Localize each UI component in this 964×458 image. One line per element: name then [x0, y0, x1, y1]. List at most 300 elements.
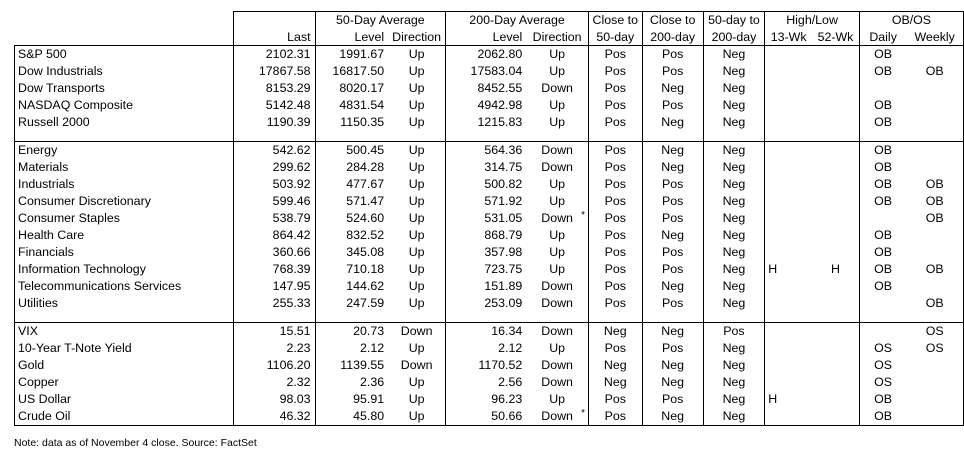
- row-52wk: [812, 159, 859, 176]
- header-ma50-direction: Direction: [388, 29, 446, 46]
- row-ma50-direction: Up: [408, 177, 425, 191]
- row-last: 299.62: [234, 159, 316, 176]
- row-ma200-direction: [526, 159, 588, 176]
- separator-cell: [315, 131, 388, 142]
- row-ma200-direction: [526, 80, 588, 97]
- row-close200: Neg: [642, 374, 703, 391]
- row-13wk: [765, 97, 812, 114]
- row-daily: OB: [859, 278, 906, 295]
- row-ma200-direction-text: Down: [541, 375, 573, 389]
- row-last: 2.32: [234, 374, 316, 391]
- row-daily: OB: [859, 408, 906, 426]
- row-52wk: [812, 97, 859, 114]
- row-weekly: OB: [906, 193, 963, 210]
- row-ma200-level: 2062.80: [446, 46, 527, 64]
- row-daily: OS: [859, 340, 906, 357]
- row-weekly: OB: [906, 295, 963, 312]
- row-ma200-level: 1215.83: [446, 114, 527, 131]
- table-row: [15, 278, 964, 295]
- row-weekly: [906, 391, 963, 408]
- row-ma200-level: 314.75: [446, 159, 527, 176]
- row-13wk: [765, 357, 812, 374]
- row-daily: OB: [859, 391, 906, 408]
- row-close50: Pos: [588, 295, 642, 312]
- row-ma50-direction: Up: [408, 160, 425, 174]
- row-13wk: [765, 63, 812, 80]
- row-cross: Neg: [703, 80, 764, 97]
- table-row: [15, 408, 964, 426]
- row-daily: OB: [859, 142, 906, 160]
- row-cross: Neg: [703, 340, 764, 357]
- row-ma50-level: 144.62: [315, 278, 388, 295]
- row-last: 1106.20: [234, 357, 316, 374]
- row-cross: Neg: [703, 408, 764, 426]
- header-close50-top: Close to: [588, 12, 642, 29]
- row-cross: Neg: [703, 142, 764, 160]
- row-ma200-level: 8452.55: [446, 80, 527, 97]
- row-ma200-direction-text: Down: [541, 409, 573, 423]
- row-last: 17867.58: [234, 63, 316, 80]
- row-last: 503.92: [234, 176, 316, 193]
- row-ma200-direction: [526, 357, 588, 374]
- row-52wk: [812, 46, 859, 64]
- row-cross: Neg: [703, 63, 764, 80]
- row-ma200-level: 564.36: [446, 142, 527, 160]
- row-13wk: [765, 176, 812, 193]
- row-ma50-direction: Up: [408, 262, 425, 276]
- row-cross: Neg: [703, 46, 764, 64]
- asterisk-note-mark: *: [581, 210, 585, 221]
- row-close200: Neg: [642, 357, 703, 374]
- table-row: [15, 114, 964, 131]
- separator-cell: [703, 312, 764, 323]
- row-name: Copper: [15, 374, 234, 391]
- row-52wk: [812, 80, 859, 97]
- row-ma200-direction: [526, 63, 588, 80]
- row-last: 8153.29: [234, 80, 316, 97]
- row-ma200-direction: [526, 210, 588, 227]
- row-ma50-level: 1139.55: [315, 357, 388, 374]
- row-ma200-direction: [526, 391, 588, 408]
- row-ma200-level: 500.82: [446, 176, 527, 193]
- row-ma200-level: 16.34: [446, 323, 527, 341]
- row-close50: Pos: [588, 159, 642, 176]
- separator-cell: [15, 312, 234, 323]
- row-ma50-level: 16817.50: [315, 63, 388, 80]
- row-last: 1190.39: [234, 114, 316, 131]
- row-ma50-level: 8020.17: [315, 80, 388, 97]
- row-close50: Pos: [588, 46, 642, 64]
- header-cross-bottom: 200-day: [703, 29, 764, 46]
- row-13wk: [765, 244, 812, 261]
- row-ma200-direction-text: Up: [549, 245, 566, 259]
- row-13wk: [765, 374, 812, 391]
- row-weekly: [906, 374, 963, 391]
- row-52wk: [812, 374, 859, 391]
- row-close200: Neg: [642, 80, 703, 97]
- row-name: Financials: [15, 244, 234, 261]
- row-ma200-level: 2.56: [446, 374, 527, 391]
- row-cross: Neg: [703, 114, 764, 131]
- row-13wk: H: [765, 261, 812, 278]
- row-ma50-level: 45.80: [315, 408, 388, 426]
- row-ma200-level: 357.98: [446, 244, 527, 261]
- row-ma200-level: 723.75: [446, 261, 527, 278]
- row-weekly: [906, 357, 963, 374]
- row-ma50-direction: Up: [408, 296, 425, 310]
- row-cross: Neg: [703, 210, 764, 227]
- header-weekly: Weekly: [906, 29, 963, 46]
- row-ma50-level: 710.18: [315, 261, 388, 278]
- row-weekly: OS: [906, 323, 963, 341]
- row-daily: OB: [859, 176, 906, 193]
- separator-cell: [859, 131, 906, 142]
- row-13wk: [765, 323, 812, 341]
- row-name: Health Care: [15, 227, 234, 244]
- header-blank-2: [15, 29, 234, 46]
- row-daily: OB: [859, 193, 906, 210]
- row-daily: OB: [859, 63, 906, 80]
- row-ma200-direction-text: Down: [541, 211, 573, 225]
- row-cross: Neg: [703, 278, 764, 295]
- row-name: Russell 2000: [15, 114, 234, 131]
- row-ma200-direction: [526, 114, 588, 131]
- row-weekly: OB: [906, 63, 963, 80]
- header-obos-group: OB/OS: [859, 12, 963, 29]
- row-ma200-level: 151.89: [446, 278, 527, 295]
- row-52wk: [812, 278, 859, 295]
- row-ma200-level: 531.05: [446, 210, 527, 227]
- row-52wk: [812, 227, 859, 244]
- header-ma200-direction: Direction: [526, 29, 588, 46]
- row-daily: OB: [859, 261, 906, 278]
- row-close50: Pos: [588, 227, 642, 244]
- separator-cell: [526, 131, 588, 142]
- row-daily: OB: [859, 46, 906, 64]
- row-last: 2102.31: [234, 46, 316, 64]
- row-weekly: OS: [906, 340, 963, 357]
- technical-indicators-table: [14, 11, 964, 426]
- table-row: [15, 323, 964, 341]
- row-ma50-level: 500.45: [315, 142, 388, 160]
- row-close50: Pos: [588, 114, 642, 131]
- row-ma200-direction: [526, 46, 588, 64]
- row-ma200-direction-text: Up: [549, 194, 566, 208]
- header-cross-top: 50-day to: [703, 12, 764, 29]
- row-ma50-level: 4831.54: [315, 97, 388, 114]
- header-ma200-group: 200-Day Average: [446, 12, 589, 29]
- row-ma50-direction: Up: [408, 47, 425, 61]
- row-close200: Pos: [642, 97, 703, 114]
- row-name: Consumer Staples: [15, 210, 234, 227]
- table-row: [15, 391, 964, 408]
- separator-cell: [526, 312, 588, 323]
- row-ma200-direction: [526, 97, 588, 114]
- separator-cell: [315, 312, 388, 323]
- row-last: 2.23: [234, 340, 316, 357]
- row-name: Dow Industrials: [15, 63, 234, 80]
- row-close200: Pos: [642, 176, 703, 193]
- header-blank: [15, 12, 234, 29]
- row-13wk: [765, 278, 812, 295]
- header-blank-last: [234, 12, 316, 29]
- header-close200-bottom: 200-day: [642, 29, 703, 46]
- table-row: [15, 159, 964, 176]
- row-close50: Neg: [588, 323, 642, 341]
- row-close200: Neg: [642, 408, 703, 426]
- row-last: 255.33: [234, 295, 316, 312]
- row-cross: Neg: [703, 97, 764, 114]
- separator-cell: [388, 131, 446, 142]
- row-weekly: [906, 97, 963, 114]
- row-ma200-direction-text: Down: [541, 324, 573, 338]
- row-ma200-direction-text: Up: [549, 47, 566, 61]
- header-ma50-level: Level: [315, 29, 388, 46]
- row-weekly: [906, 46, 963, 64]
- row-cross: Neg: [703, 193, 764, 210]
- row-ma50-direction: Up: [408, 115, 425, 129]
- header-last: Last: [234, 29, 316, 46]
- separator-cell: [388, 312, 446, 323]
- row-ma50-direction: Up: [408, 143, 425, 157]
- row-cross: Neg: [703, 244, 764, 261]
- separator-cell: [588, 131, 642, 142]
- table-row: [15, 357, 964, 374]
- row-name: VIX: [15, 323, 234, 341]
- header-close50-bottom: 50-day: [588, 29, 642, 46]
- row-52wk: [812, 193, 859, 210]
- table-row: [15, 97, 964, 114]
- row-cross: Neg: [703, 261, 764, 278]
- table-row: [15, 295, 964, 312]
- row-daily: OB: [859, 114, 906, 131]
- row-weekly: [906, 80, 963, 97]
- row-13wk: [765, 80, 812, 97]
- row-close50: Pos: [588, 97, 642, 114]
- row-close50: Pos: [588, 176, 642, 193]
- row-close50: Pos: [588, 391, 642, 408]
- row-ma50-direction: Up: [408, 341, 425, 355]
- row-ma200-direction-text: Up: [549, 64, 566, 78]
- row-ma50-direction: Up: [408, 392, 425, 406]
- row-ma200-direction-text: Down: [541, 160, 573, 174]
- header-close200-top: Close to: [642, 12, 703, 29]
- row-name: Consumer Discretionary: [15, 193, 234, 210]
- row-52wk: [812, 176, 859, 193]
- separator-cell: [234, 131, 316, 142]
- row-ma200-direction-text: Down: [541, 358, 573, 372]
- row-ma200-direction-text: Down: [541, 296, 573, 310]
- table-row: [15, 46, 964, 64]
- row-close50: Pos: [588, 408, 642, 426]
- separator-cell: [812, 131, 859, 142]
- row-ma200-direction-text: Down: [541, 279, 573, 293]
- row-ma200-direction: [526, 176, 588, 193]
- row-close50: Pos: [588, 80, 642, 97]
- row-13wk: [765, 114, 812, 131]
- row-ma200-level: 571.92: [446, 193, 527, 210]
- row-cross: Pos: [703, 323, 764, 341]
- table-row: [15, 210, 964, 227]
- row-13wk: [765, 159, 812, 176]
- row-daily: OB: [859, 97, 906, 114]
- row-ma200-level: 50.66: [446, 408, 527, 426]
- row-52wk: [812, 340, 859, 357]
- row-cross: Neg: [703, 374, 764, 391]
- header-ma50-group: 50-Day Average: [315, 12, 446, 29]
- row-ma50-direction: Up: [408, 211, 425, 225]
- table-row: [15, 63, 964, 80]
- row-daily: OS: [859, 357, 906, 374]
- row-ma50-direction: Down: [400, 358, 433, 372]
- row-ma50-level: 2.12: [315, 340, 388, 357]
- separator-cell: [765, 131, 812, 142]
- row-name: Utilities: [15, 295, 234, 312]
- row-ma200-direction-text: Down: [541, 81, 573, 95]
- row-daily: [859, 295, 906, 312]
- row-13wk: [765, 46, 812, 64]
- row-cross: Neg: [703, 357, 764, 374]
- row-name: Information Technology: [15, 261, 234, 278]
- row-ma50-direction: Up: [408, 245, 425, 259]
- row-ma50-level: 95.91: [315, 391, 388, 408]
- row-name: NASDAQ Composite: [15, 97, 234, 114]
- row-close200: Neg: [642, 323, 703, 341]
- row-ma200-direction: [526, 278, 588, 295]
- row-52wk: [812, 408, 859, 426]
- row-ma50-direction: Up: [408, 64, 425, 78]
- row-name: Crude Oil: [15, 408, 234, 426]
- separator-cell: [906, 312, 963, 323]
- row-ma200-level: 253.09: [446, 295, 527, 312]
- row-cross: Neg: [703, 227, 764, 244]
- row-ma50-level: 20.73: [315, 323, 388, 341]
- row-close200: Pos: [642, 295, 703, 312]
- row-close50: Pos: [588, 244, 642, 261]
- row-ma50-level: 571.47: [315, 193, 388, 210]
- row-close200: Pos: [642, 244, 703, 261]
- table-row: [15, 261, 964, 278]
- row-ma50-direction: Up: [408, 81, 425, 95]
- table-row: [15, 142, 964, 160]
- row-ma50-direction: Up: [388, 408, 446, 426]
- row-13wk: [765, 340, 812, 357]
- footnote: Note: data as of November 4 close. Source: FactSet: [14, 437, 257, 449]
- row-13wk: [765, 193, 812, 210]
- row-daily: OB: [859, 244, 906, 261]
- row-ma200-level: 868.79: [446, 227, 527, 244]
- row-52wk: [812, 63, 859, 80]
- row-ma50-level: 1150.35: [315, 114, 388, 131]
- row-52wk: [812, 357, 859, 374]
- row-daily: [859, 210, 906, 227]
- separator-cell: [812, 312, 859, 323]
- row-weekly: [906, 278, 963, 295]
- row-close50: Neg: [588, 357, 642, 374]
- row-weekly: [906, 227, 963, 244]
- row-ma50-level: 1991.67: [315, 46, 388, 64]
- row-last: 46.32: [234, 408, 316, 426]
- row-ma200-direction-text: Up: [549, 177, 566, 191]
- row-weekly: OB: [906, 261, 963, 278]
- row-13wk: [765, 227, 812, 244]
- row-ma200-direction: [526, 244, 588, 261]
- row-ma50-level: 477.67: [315, 176, 388, 193]
- table-body: [15, 46, 964, 426]
- row-ma50-direction: Up: [408, 279, 425, 293]
- row-ma50-level: 2.36: [315, 374, 388, 391]
- row-ma200-direction: [526, 227, 588, 244]
- separator-cell: [446, 131, 527, 142]
- row-ma200-level: 2.12: [446, 340, 527, 357]
- row-13wk: [765, 142, 812, 160]
- row-close50: Pos: [588, 210, 642, 227]
- row-name: Telecommunications Services: [15, 278, 234, 295]
- row-13wk: [765, 210, 812, 227]
- row-52wk: [812, 391, 859, 408]
- row-weekly: [906, 142, 963, 160]
- row-close200: Pos: [642, 391, 703, 408]
- row-ma50-level: 345.08: [315, 244, 388, 261]
- separator-cell: [642, 131, 703, 142]
- row-ma200-direction-text: Up: [549, 341, 566, 355]
- row-last: 864.42: [234, 227, 316, 244]
- row-ma50-direction: Up: [408, 194, 425, 208]
- row-close200: Pos: [642, 46, 703, 64]
- row-13wk: H: [765, 391, 812, 408]
- table-row: [15, 227, 964, 244]
- row-ma200-direction-text: Up: [549, 98, 566, 112]
- row-ma50-direction: Up: [408, 228, 425, 242]
- row-ma50-level: 247.59: [315, 295, 388, 312]
- row-close200: Pos: [642, 261, 703, 278]
- row-52wk: [812, 295, 859, 312]
- asterisk-note-mark: *: [581, 408, 585, 419]
- row-52wk: [812, 114, 859, 131]
- row-ma50-direction: Up: [408, 98, 425, 112]
- row-close50: Neg: [588, 374, 642, 391]
- row-close50: Pos: [588, 340, 642, 357]
- row-last: 768.39: [234, 261, 316, 278]
- row-ma200-direction: [526, 193, 588, 210]
- row-ma200-direction: [526, 374, 588, 391]
- row-close200: Pos: [642, 210, 703, 227]
- row-name: Energy: [15, 142, 234, 160]
- row-close50: Pos: [588, 261, 642, 278]
- row-ma50-level: 524.60: [315, 210, 388, 227]
- header-13wk: 13-Wk: [765, 29, 812, 46]
- row-52wk: [812, 323, 859, 341]
- row-name: Gold: [15, 357, 234, 374]
- row-cross: Neg: [703, 391, 764, 408]
- row-52wk: [812, 142, 859, 160]
- row-ma200-direction: [526, 142, 588, 160]
- separator-cell: [446, 312, 527, 323]
- row-name: 10-Year T-Note Yield: [15, 340, 234, 357]
- row-ma200-direction: [526, 323, 588, 341]
- row-last: 15.51: [234, 323, 316, 341]
- table-row: [15, 176, 964, 193]
- header-52wk: 52-Wk: [812, 29, 859, 46]
- row-ma50-direction: Down: [400, 324, 433, 338]
- row-ma50-level: 832.52: [315, 227, 388, 244]
- row-name: Materials: [15, 159, 234, 176]
- row-cross: Neg: [703, 295, 764, 312]
- separator-cell: [765, 312, 812, 323]
- row-close50: Pos: [588, 142, 642, 160]
- row-daily: OB: [859, 159, 906, 176]
- table-row: [15, 80, 964, 97]
